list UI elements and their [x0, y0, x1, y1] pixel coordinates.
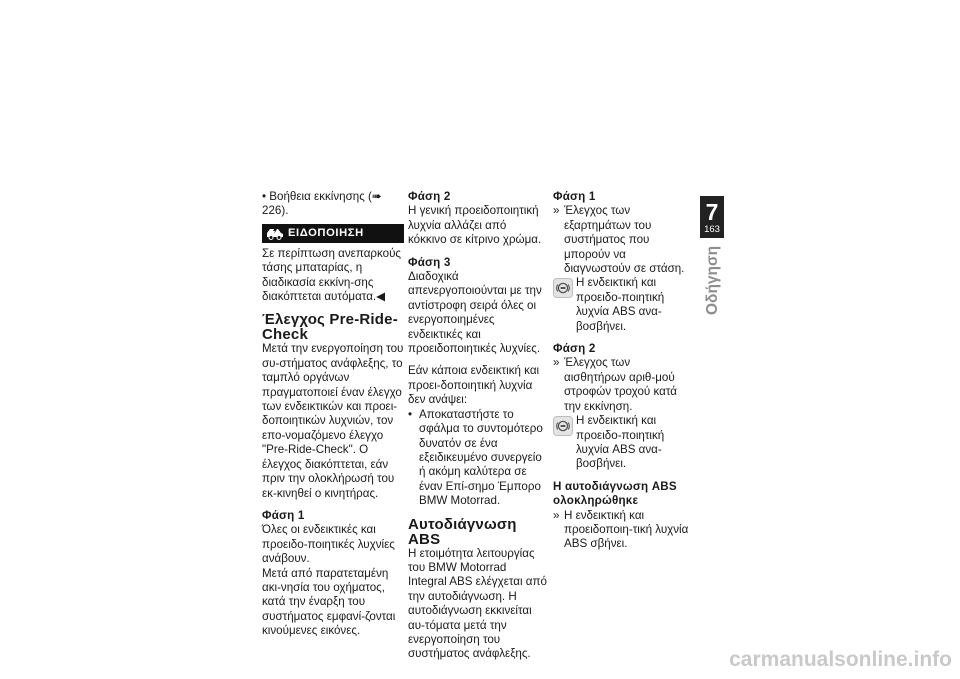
- warning-text: Σε περίπτωση ανεπαρκούς τάσης μπαταρίας, η διαδικασία εκκίνη-σης διακόπτεται αυτόματα.◀: [262, 246, 402, 304]
- phase-1-title: Φάση 1: [262, 508, 305, 522]
- section-title: Οδήγηση: [704, 246, 721, 316]
- abs-complete-item: [553, 509, 695, 552]
- abs-phase-1-item: [553, 204, 695, 276]
- watermark: carmanualsonline.info: [729, 648, 952, 671]
- abs-complete-title: Η αυτοδιάγνωση ABS ολοκληρώθηκε: [553, 479, 677, 508]
- abs-phase-2-lamp-row: [553, 414, 695, 472]
- abs-heading: Αυτοδιάγνωση ABS: [408, 515, 517, 548]
- chapter-tab: [700, 196, 724, 238]
- start-assist-bullet: • Βοήθεια εκκίνησης (➠ 226).: [262, 190, 382, 218]
- abs-lamp-icon: [553, 416, 573, 436]
- abs-phase-1-item-text: Έλεγχος των εξαρτημάτων του συστήματος που μπορούν να διαγνωστούν σε στάση.: [564, 204, 685, 276]
- step-marker: »: [553, 356, 560, 370]
- pre-ride-check-intro: Μετά την ενεργοποίηση του συ-στήματος ανάφλεξης, το ταμπλό οργάνων πραγματοποιεί έναν έλεγχο των ενδεικτικών και προει-δοποιητικών λυχνιών, τον επο-νομαζόμενο έλεγχο "Pre-Ride-Check". Ο έλεγχος διακόπτεται, εάν πριν την ολοκλήρωσή του εκ-κινηθεί ο κινητήρας.: [262, 342, 404, 500]
- step-marker: »: [553, 204, 560, 218]
- phase-2-text: Η γενική προειδοποιητική λυχνία αλλάζει από κόκκινο σε κίτρινο χρώμα.: [408, 204, 542, 247]
- abs-lamp-icon: [553, 278, 573, 298]
- abs-phase-1-lamp-text: Η ενδεικτική και προειδο-ποιητική λυχνία ABS ανα-βοσβήνει.: [576, 276, 665, 333]
- abs-complete-item-text: Η ενδεικτική και προειδοποιη-τική λυχνία ABS σβήνει.: [564, 508, 689, 551]
- car-battery-icon: [262, 224, 288, 243]
- step-marker: »: [553, 508, 560, 522]
- fail-bullet-item: [408, 408, 548, 509]
- bullet-marker: •: [408, 407, 413, 421]
- abs-phase-2-item: [553, 356, 695, 414]
- phase-1-text: Όλες οι ενδεικτικές και προειδο-ποιητικές λυχνίες ανάβουν.: [262, 523, 395, 566]
- phase-1-text-2: Μετά από παρατεταμένη ακι-νησία του οχήματος, κατά την έναρξη του συστήματος εμφανί-ζονται κινούμενες εικόνες.: [262, 566, 396, 638]
- warning-banner: [262, 224, 404, 243]
- fail-bullet-text: Αποκαταστήστε το σφάλμα το συντομότερο δυνατόν σε ένα εξειδικευμένο συνεργείο ή ακόμη καλύτερα σε έναν Επί-σημο Έμπορο BMW Motorrad.: [419, 407, 543, 508]
- chapter-number: 7: [705, 199, 719, 225]
- phase-3-title: Φάση 3: [408, 255, 451, 269]
- pre-ride-check-heading: Έλεγχος Pre-Ride-Check: [262, 311, 398, 344]
- warning-label: ΕΙΔΟΠΟΙΗΣΗ: [288, 227, 364, 240]
- phase-3-text: Διαδοχικά απενεργοποιούνται με την αντίστροφη σειρά όλες οι ενεργοποιημένες ενδεικτικές και προειδοποιητικές λυχνίες.: [408, 270, 542, 356]
- fail-text: Εάν κάποια ενδεικτική και προει-δοποιητική λυχνία δεν ανάψει:: [408, 364, 540, 407]
- abs-phase-2-lamp-text: Η ενδεικτική και προειδο-ποιητική λυχνία ABS ανα-βοσβήνει.: [576, 414, 665, 471]
- column-3: [553, 190, 695, 552]
- abs-phase-1-lamp-row: [553, 276, 695, 334]
- abs-phase-2-item-text: Έλεγχος των αισθητήρων αριθ-μού στροφών τροχού κατά την εκκίνηση.: [564, 356, 677, 413]
- page-number: 163: [704, 224, 720, 235]
- abs-phase-1-title: Φάση 1: [553, 190, 596, 203]
- phase-2-title: Φάση 2: [408, 190, 451, 203]
- column-1: [262, 190, 404, 639]
- column-2: [408, 190, 548, 662]
- abs-text: Η ετοιμότητα λειτουργίας του BMW Motorrad Integral ABS ελέγχεται από την αυτοδιάγνωση. Η αυτοδιάγνωση εκκινείται αυ-τόματα μετά την ενεργοποίηση του συστήματος ανάφλεξης.: [408, 546, 547, 661]
- abs-phase-2-title: Φάση 2: [553, 342, 596, 356]
